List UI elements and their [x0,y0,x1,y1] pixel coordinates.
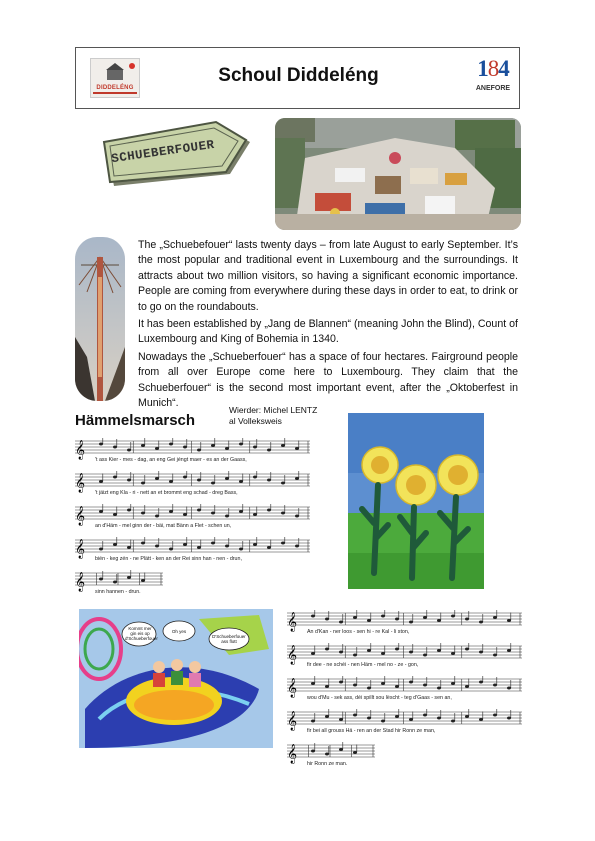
anefore-logo-label: ANEFORE [475,85,511,92]
lyric-line: hir Ronn ze man. [307,761,348,767]
song-title: Hämmelsmarsch [75,412,196,429]
lyric-line: wou d'Mu - sek ass, déi spillt sou lëscht - teg d'Gaas - sen an, [307,695,452,701]
paragraph-history: It has been established by „Jang de Blannen“ (meaning John the Blind), Count of Luxembourg and King of Bohemia in 1340. [138,318,518,346]
lyric-line: sinn hannen - drun. [95,589,141,595]
chairswing-ride-photo [75,237,125,401]
lyric-line: An d'Kan - ner loos - sen hi - re Kal - li ston, [307,629,410,635]
lyric-line: an d'Häm - mel ginn der - bäi, mat Bänn a Flet - schen un, [95,523,232,529]
svg-text:𝄞: 𝄞 [287,645,298,665]
svg-text:𝄞: 𝄞 [75,440,86,460]
svg-text:𝄞: 𝄞 [75,572,86,592]
fairground-aerial-photo [275,118,521,230]
lyric-line: bién - keg zén - ne Plätt - ken an der Rei sinn han - nen - drun, [95,556,242,562]
svg-text:𝄞: 𝄞 [75,473,86,493]
lyric-line: 't jäizt eng Kla - ri - nett an et brommt eng schad - dreg Bass, [95,490,238,496]
anefore-logo: 184 ANEFORE [473,56,513,100]
svg-text:𝄞: 𝄞 [287,612,298,632]
sign-label: SCHUEBERFOUER [110,137,216,167]
svg-text:𝄞: 𝄞 [287,678,298,698]
speech-bubble-1: Kommt mer gin eis op d'Schueberfouer [125,626,158,641]
paragraph-nowadays: Nowadays the „Schueberfouer“ has a space of four hectares. Fairground people from all over Europe come here to Luxembourg. They claim that the Schueberfouer“ is the second most important event, after the „Oktoberfest in Munich“. [138,350,518,410]
paragraph-intro: The „Schuebefouer“ lasts twenty days – from late August to early September. It’s the most popular and traditional event in Luxembourg and the surroundings. It attracts about two million visitors, so having a significant economic importance. People are coming from everywhere during these days in order to eat, to drink or to go on the roundabouts. [138,239,518,313]
page-header [75,47,520,109]
lyric-line: 't ass Kier - mes - dag, an eng Gei jéngt maer - es an der Gaass, [95,457,247,463]
page-title: Schoul Diddeléng [218,65,379,86]
svg-text:𝄞: 𝄞 [75,539,86,559]
song-credit-lyrics: Wierder: Michel LENTZ [229,405,318,415]
school-logo-text: DIDDELÉNG [96,85,134,91]
speech-bubble-2: Oh yes [171,629,187,634]
svg-text:𝄞: 𝄞 [287,711,298,731]
sunflower-painting [348,413,484,589]
song-credit [229,405,317,427]
speech-bubble-3: D'Schueberfouer ass flott [212,634,246,644]
article-body [138,238,518,413]
svg-text:𝄞: 𝄞 [287,744,298,764]
svg-text:𝄞: 𝄞 [75,506,86,526]
lyric-line: fir bei all grouss Hä - ren an der Stad hir Ronn ze man, [307,728,436,734]
lyric-line: fir dee - ne schéi - nen Häm - mel no - ze - gon, [307,662,419,668]
song-credit-melody: al Volleksweis [229,416,282,426]
